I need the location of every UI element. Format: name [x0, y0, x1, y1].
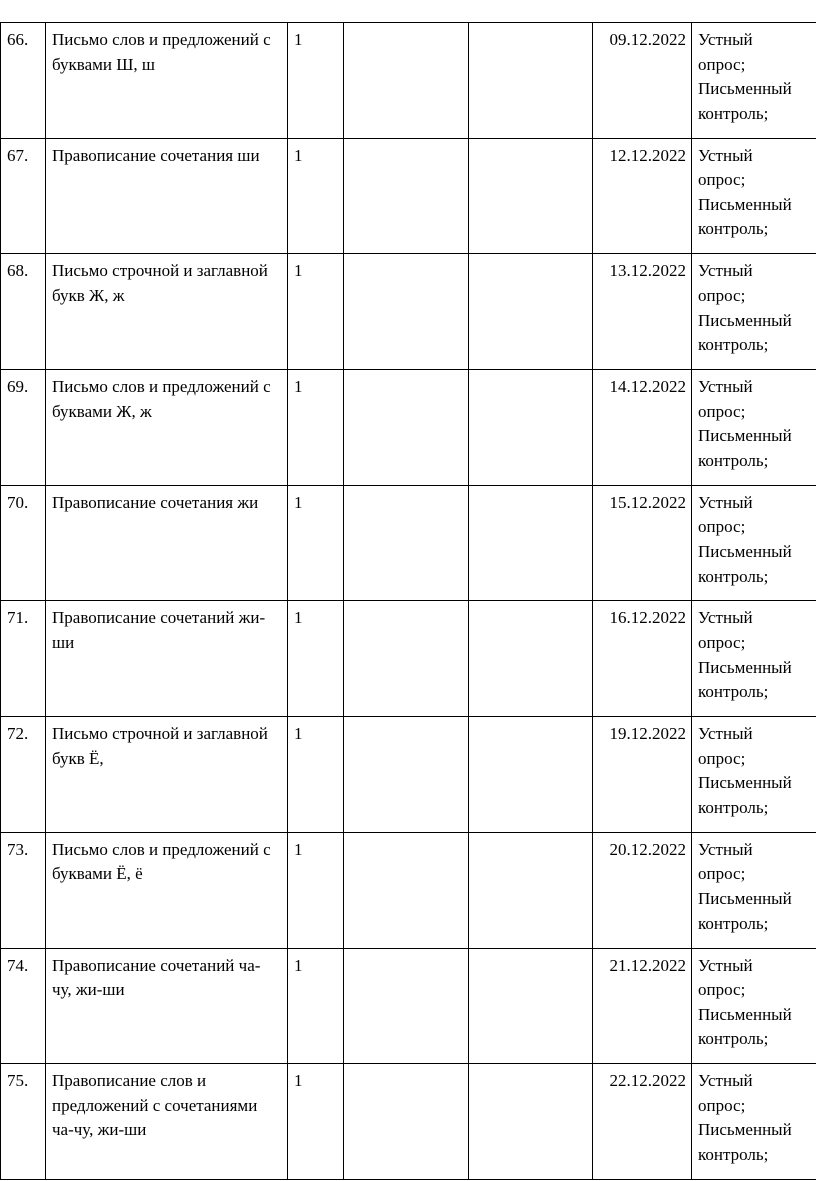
control-form-cell: [692, 832, 816, 948]
table-row: [1, 23, 816, 139]
empty-cell-b: [469, 370, 593, 486]
date-cell: 22.12.2022: [593, 1064, 692, 1180]
lesson-number-cell: 66.: [1, 23, 46, 139]
lesson-number-cell: 71.: [1, 601, 46, 717]
table-body: [1, 23, 816, 1180]
control-form-line: контроль;: [698, 450, 769, 470]
control-form-line: опрос;: [698, 748, 746, 768]
empty-cell-a: [344, 717, 469, 833]
control-form-line: опрос;: [698, 980, 746, 1000]
table-row: [1, 832, 816, 948]
control-form-line: опрос;: [698, 517, 746, 537]
lesson-number-cell: 68.: [1, 254, 46, 370]
hours-cell: 1: [288, 254, 344, 370]
hours-cell: 1: [288, 832, 344, 948]
table-row: [1, 717, 816, 833]
control-form-line: Письменный: [698, 194, 792, 214]
empty-cell-b: [469, 832, 593, 948]
table-row: [1, 948, 816, 1064]
control-form-line: опрос;: [698, 170, 746, 190]
date-cell: 13.12.2022: [593, 254, 692, 370]
empty-cell-b: [469, 254, 593, 370]
control-form-line: опрос;: [698, 285, 746, 305]
control-form-line: Устный: [698, 839, 753, 859]
table-row: [1, 1064, 816, 1180]
lesson-number-cell: 74.: [1, 948, 46, 1064]
control-form-line: Письменный: [698, 1120, 792, 1140]
date-cell: 12.12.2022: [593, 138, 692, 254]
date-cell: 20.12.2022: [593, 832, 692, 948]
empty-cell-b: [469, 717, 593, 833]
control-form-line: контроль;: [698, 103, 769, 123]
hours-cell: 1: [288, 23, 344, 139]
control-form-line: опрос;: [698, 1095, 746, 1115]
control-form-cell: [692, 601, 816, 717]
control-form-line: контроль;: [698, 1144, 769, 1164]
hours-cell: 1: [288, 948, 344, 1064]
control-form-line: Устный: [698, 261, 753, 281]
table-row: [1, 370, 816, 486]
lesson-topic-cell: Правописание сочетания жи: [46, 485, 288, 601]
table-row: [1, 138, 816, 254]
date-cell: 16.12.2022: [593, 601, 692, 717]
control-form-cell: [692, 717, 816, 833]
table-row: [1, 601, 816, 717]
empty-cell-a: [344, 23, 469, 139]
control-form-cell: [692, 370, 816, 486]
date-cell: 15.12.2022: [593, 485, 692, 601]
control-form-cell: [692, 948, 816, 1064]
lesson-number-cell: 73.: [1, 832, 46, 948]
control-form-cell: [692, 138, 816, 254]
lesson-plan-table: [0, 22, 816, 1180]
lesson-topic-cell: Письмо слов и предложений с буквами Ш, ш: [46, 23, 288, 139]
control-form-line: Письменный: [698, 657, 792, 677]
lesson-number-cell: 67.: [1, 138, 46, 254]
empty-cell-a: [344, 485, 469, 601]
control-form-line: опрос;: [698, 54, 746, 74]
lesson-topic-cell: Письмо строчной и заглавной букв Ё,: [46, 717, 288, 833]
control-form-cell: [692, 1064, 816, 1180]
hours-cell: 1: [288, 1064, 344, 1180]
lesson-topic-cell: Правописание сочетаний жи- ши: [46, 601, 288, 717]
control-form-line: Устный: [698, 30, 753, 49]
control-form-line: Устный: [698, 492, 753, 512]
lesson-number-cell: 72.: [1, 717, 46, 833]
table-row: [1, 485, 816, 601]
control-form-line: опрос;: [698, 633, 746, 653]
control-form-line: Устный: [698, 608, 753, 628]
empty-cell-b: [469, 23, 593, 139]
date-cell: 14.12.2022: [593, 370, 692, 486]
lesson-number-cell: 75.: [1, 1064, 46, 1180]
hours-cell: 1: [288, 717, 344, 833]
control-form-cell: [692, 485, 816, 601]
empty-cell-b: [469, 138, 593, 254]
lesson-topic-cell: Письмо строчной и заглавной букв Ж, ж: [46, 254, 288, 370]
date-cell: 21.12.2022: [593, 948, 692, 1064]
hours-cell: 1: [288, 138, 344, 254]
control-form-line: Письменный: [698, 310, 792, 330]
lesson-topic-cell: Письмо слов и предложений с буквами Ж, ж: [46, 370, 288, 486]
control-form-line: контроль;: [698, 913, 769, 933]
hours-cell: 1: [288, 601, 344, 717]
control-form-cell: [692, 23, 816, 139]
empty-cell-a: [344, 601, 469, 717]
empty-cell-a: [344, 832, 469, 948]
control-form-line: контроль;: [698, 1029, 769, 1049]
lesson-topic-cell: Правописание слов и предложений с сочетаниями ча-чу, жи-ши: [46, 1064, 288, 1180]
control-form-line: Письменный: [698, 541, 792, 561]
control-form-line: Письменный: [698, 889, 792, 908]
date-cell: 09.12.2022: [593, 23, 692, 139]
control-form-line: контроль;: [698, 335, 769, 355]
empty-cell-a: [344, 1064, 469, 1180]
lesson-number-cell: 69.: [1, 370, 46, 486]
lesson-topic-cell: Правописание сочетаний ча- чу, жи-ши: [46, 948, 288, 1064]
empty-cell-b: [469, 601, 593, 717]
empty-cell-a: [344, 370, 469, 486]
control-form-line: контроль;: [698, 682, 769, 702]
lesson-topic-cell: Правописание сочетания ши: [46, 138, 288, 254]
control-form-line: контроль;: [698, 566, 769, 586]
hours-cell: 1: [288, 370, 344, 486]
empty-cell-a: [344, 254, 469, 370]
control-form-line: Устный: [698, 145, 753, 165]
empty-cell-b: [469, 1064, 593, 1180]
control-form-line: Письменный: [698, 79, 792, 99]
empty-cell-a: [344, 138, 469, 254]
control-form-line: контроль;: [698, 219, 769, 239]
control-form-line: Устный: [698, 1071, 753, 1091]
table-row: [1, 254, 816, 370]
control-form-line: Устный: [698, 724, 753, 744]
control-form-line: опрос;: [698, 401, 746, 421]
control-form-line: Письменный: [698, 426, 792, 446]
hours-cell: 1: [288, 485, 344, 601]
lesson-topic-cell: Письмо слов и предложений с буквами Ё, ё: [46, 832, 288, 948]
control-form-line: опрос;: [698, 864, 746, 884]
empty-cell-b: [469, 948, 593, 1064]
control-form-line: контроль;: [698, 797, 769, 817]
lesson-number-cell: 70.: [1, 485, 46, 601]
control-form-line: Письменный: [698, 1004, 792, 1024]
empty-cell-a: [344, 948, 469, 1064]
date-cell: 19.12.2022: [593, 717, 692, 833]
empty-cell-b: [469, 485, 593, 601]
control-form-line: Устный: [698, 955, 753, 975]
control-form-line: Устный: [698, 377, 753, 397]
control-form-line: Письменный: [698, 773, 792, 793]
control-form-cell: [692, 254, 816, 370]
